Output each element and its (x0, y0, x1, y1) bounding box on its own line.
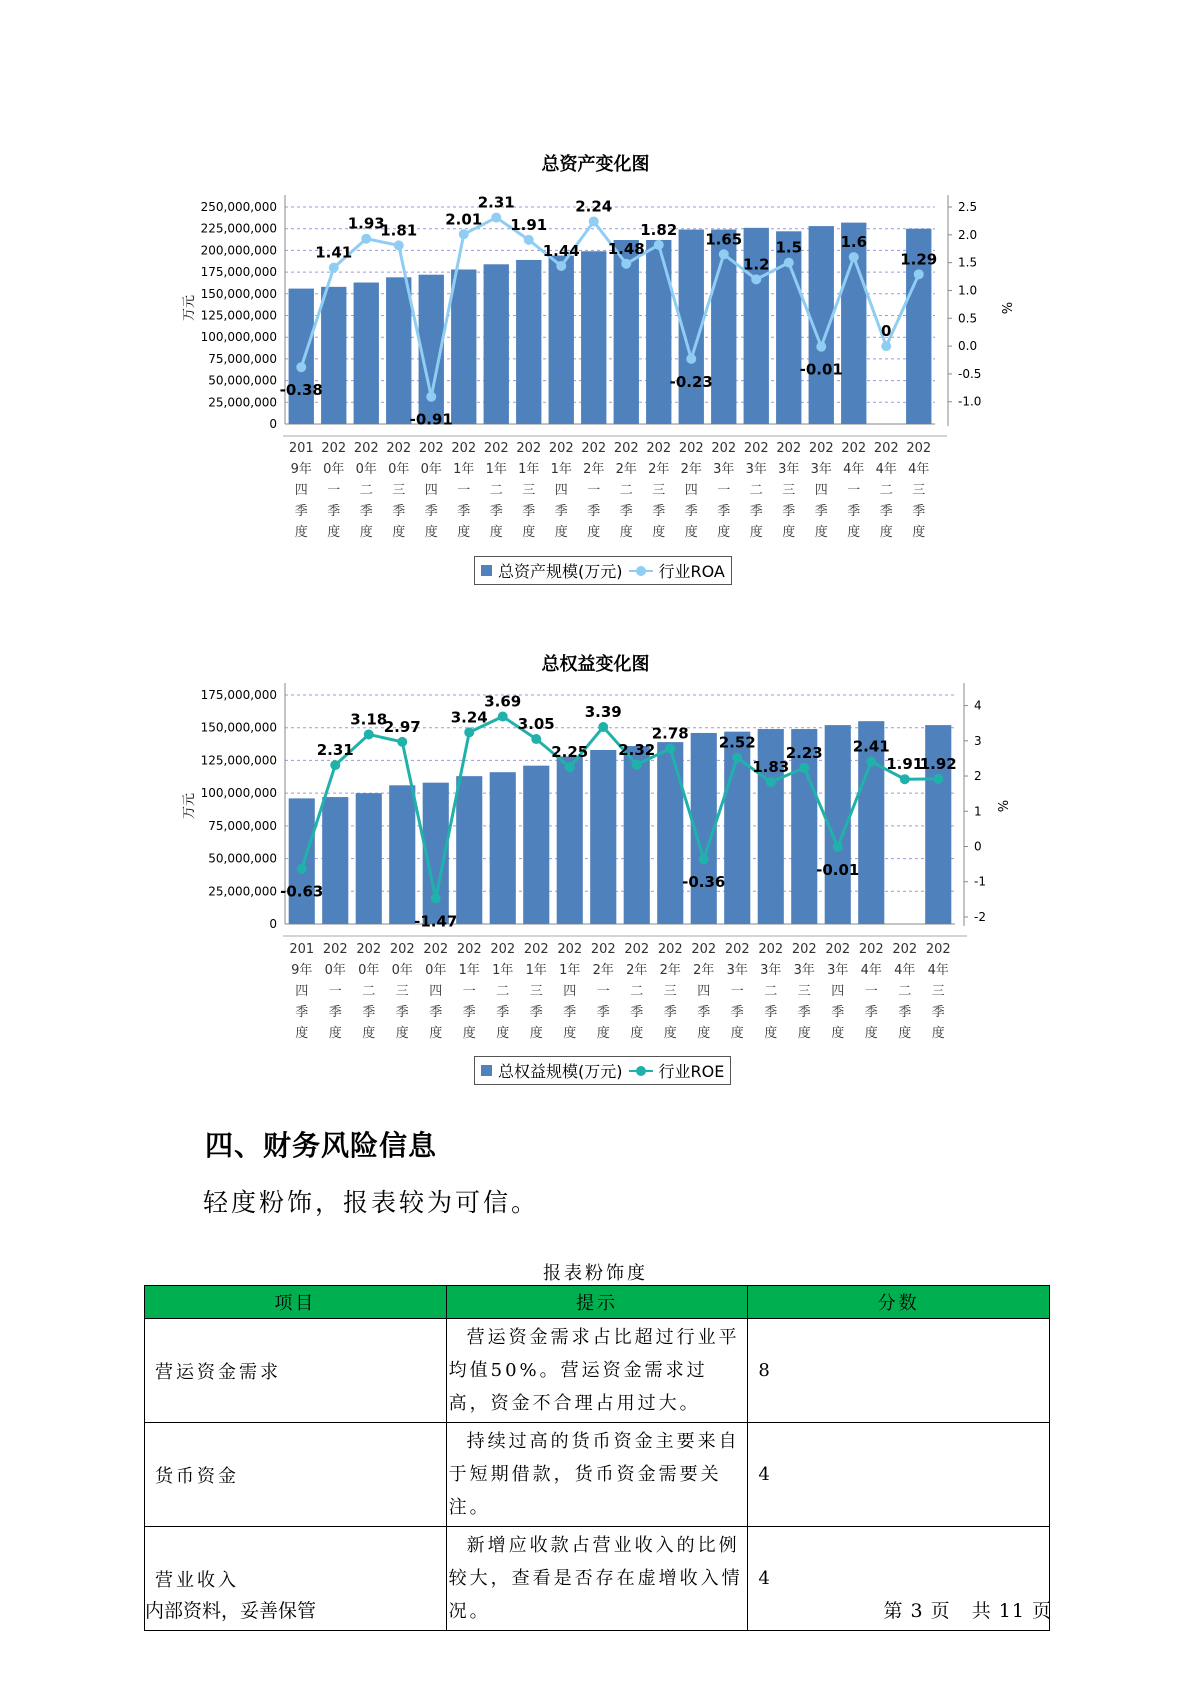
line-point (900, 774, 910, 784)
data-label: 1.41 (315, 243, 353, 262)
data-label: -0.01 (816, 860, 860, 879)
x-tick-label: 202 4年一季度 (841, 441, 867, 540)
x-tick-label: 202 2年二季度 (613, 441, 639, 540)
line-point (632, 760, 642, 770)
x-tick-label: 202 1年一季度 (456, 942, 482, 1041)
x-tick-label: 202 2年四季度 (691, 942, 717, 1041)
data-label: 1.44 (542, 241, 580, 260)
x-tick-label: 202 3年四季度 (808, 441, 834, 540)
legend-line-label: 行业ROA (658, 562, 725, 581)
x-tick-label: 202 2年四季度 (678, 441, 704, 540)
x-tick-label: 202 3年三季度 (791, 942, 817, 1041)
row-item: 营业收入 (145, 1527, 447, 1631)
x-tick-label: 202 3年一季度 (711, 441, 737, 540)
line-point (833, 842, 843, 852)
line-point (330, 760, 340, 770)
y-tick-label: 175,000,000 (200, 265, 277, 280)
y2-tick-label: 0 (974, 839, 982, 854)
y2-tick-label: -1 (974, 874, 986, 889)
x-tick-label: 201 9年四季度 (288, 441, 314, 540)
y-tick-label: 125,000,000 (200, 308, 277, 323)
data-label: 2.31 (316, 741, 354, 760)
bar (289, 798, 315, 924)
data-label: -0.01 (799, 360, 843, 379)
data-label: 3.24 (450, 708, 488, 727)
x-tick-label: 202 0年二季度 (353, 441, 379, 540)
line-point (297, 864, 307, 874)
data-label: 3.05 (517, 715, 555, 734)
data-label: 2.31 (477, 193, 515, 212)
data-label: -0.36 (682, 873, 726, 892)
x-tick-label: 202 3年一季度 (724, 942, 750, 1041)
y-axis-label: 万元 (182, 294, 197, 322)
y2-tick-label: 2.0 (958, 227, 978, 242)
y-tick-label: 75,000,000 (208, 351, 277, 366)
x-tick-label: 202 4年一季度 (858, 942, 884, 1041)
line-point (699, 854, 709, 864)
x-tick-label: 202 3年二季度 (758, 942, 784, 1041)
chart-title: 总权益变化图 (541, 654, 650, 675)
legend-bar-label: 总权益规模(万元) (498, 1062, 623, 1081)
header-score: 分数 (748, 1286, 1050, 1319)
data-label: 1.93 (347, 214, 385, 233)
data-label: 1.83 (752, 758, 790, 777)
data-label: 2.23 (785, 743, 823, 762)
x-tick-label: 202 0年三季度 (386, 441, 412, 540)
x-tick-label: 202 2年三季度 (646, 441, 672, 540)
x-tick-label: 202 1年一季度 (451, 441, 477, 540)
data-label: 2.97 (383, 717, 421, 736)
x-tick-label: 202 2年一季度 (581, 441, 607, 540)
bar (557, 757, 583, 924)
table-row (145, 1423, 1050, 1527)
bar (322, 797, 348, 924)
x-tick-label: 202 1年四季度 (557, 942, 583, 1041)
y2-tick-label: -1.0 (958, 394, 982, 409)
y2-axis-label: % (998, 301, 1013, 315)
bar (490, 772, 516, 924)
line-point (665, 744, 675, 754)
x-tick-label: 202 3年四季度 (825, 942, 851, 1041)
x-tick-label: 202 3年三季度 (776, 441, 802, 540)
y-tick-label: 75,000,000 (208, 818, 277, 833)
y-tick-label: 150,000,000 (200, 286, 277, 301)
y-tick-label: 200,000,000 (200, 243, 277, 258)
x-tick-label: 202 2年二季度 (624, 942, 650, 1041)
data-label: -0.23 (669, 372, 713, 391)
data-label: 1.91 (510, 215, 548, 234)
line-point (732, 753, 742, 763)
y-axis-label: 万元 (182, 792, 197, 820)
bar (389, 785, 415, 924)
data-label: 2.32 (618, 740, 656, 759)
y-tick-label: 175,000,000 (200, 688, 277, 702)
x-tick-label: 202 2年三季度 (657, 942, 683, 1041)
line-point (565, 762, 575, 772)
y-tick-label: 0 (269, 417, 277, 431)
row-hint: 营运资金需求占比超过行业平均值50%。营运资金需求过高，资金不合理占用过大。 (446, 1319, 748, 1423)
line-point (364, 729, 374, 739)
legend-line-label: 行业ROE (658, 1062, 725, 1081)
bar (590, 750, 616, 924)
x-tick-label: 202 3年二季度 (743, 441, 769, 540)
y-tick-label: 0 (269, 917, 277, 931)
y2-tick-label: 4 (974, 698, 982, 713)
header-item: 项目 (145, 1286, 447, 1319)
y-tick-label: 250,000,000 (200, 200, 277, 214)
chart-title: 总资产变化图 (541, 154, 650, 175)
y2-tick-label: -0.5 (958, 366, 982, 381)
x-tick-label: 202 1年二季度 (490, 942, 516, 1041)
data-label: 1.65 (705, 230, 743, 249)
line-point (766, 777, 776, 787)
header-hint: 提示 (446, 1286, 748, 1319)
bar-legend-swatch (481, 1065, 492, 1076)
line-point (397, 737, 407, 747)
x-tick-label: 202 1年三季度 (516, 441, 542, 540)
y2-tick-label: 1.0 (958, 283, 978, 298)
bar (356, 793, 382, 924)
data-label: -0.38 (279, 381, 323, 400)
data-label: 1.2 (742, 255, 770, 274)
row-score: 8 (748, 1319, 1050, 1423)
y-tick-label: 50,000,000 (208, 851, 277, 866)
row-hint: 持续过高的货币资金主要来自于短期借款，货币资金需要关注。 (446, 1423, 748, 1527)
y2-tick-label: 3 (974, 733, 982, 748)
x-tick-label: 202 0年一季度 (321, 441, 347, 540)
y2-tick-label: 2 (974, 769, 982, 784)
y-tick-label: 25,000,000 (208, 884, 277, 899)
x-tick-label: 202 0年四季度 (418, 441, 444, 540)
x-tick-label: 202 2年一季度 (590, 942, 616, 1041)
y2-tick-label: 0.0 (958, 339, 978, 354)
footer-confidential: 内部资料，妥善保管 (145, 1600, 317, 1622)
y2-tick-label: 0.5 (958, 311, 978, 326)
table-row (145, 1319, 1050, 1423)
legend-bar-label: 总资产规模(万元) (498, 562, 623, 581)
x-tick-label: 202 0年三季度 (389, 942, 415, 1041)
bar (523, 766, 549, 924)
y-tick-label: 125,000,000 (200, 753, 277, 768)
data-label: 2.25 (551, 743, 589, 762)
data-label: 1.48 (607, 239, 645, 258)
chart-legend (474, 1056, 731, 1085)
risk-table (144, 1285, 1050, 1631)
row-score: 4 (748, 1423, 1050, 1527)
x-tick-label: 202 0年四季度 (423, 942, 449, 1041)
x-tick-label: 202 1年四季度 (548, 441, 574, 540)
data-label: 1.92 (919, 754, 957, 773)
row-item: 营运资金需求 (145, 1319, 447, 1423)
y-tick-label: 100,000,000 (200, 330, 277, 345)
row-item: 货币资金 (145, 1423, 447, 1527)
line-point (498, 711, 508, 721)
data-label: 1.5 (775, 238, 803, 257)
data-label: 1.81 (380, 221, 418, 240)
bar (657, 742, 683, 924)
data-label: 3.18 (350, 710, 388, 729)
y2-tick-label: -2 (974, 909, 986, 924)
y2-tick-label: 1 (974, 804, 982, 819)
x-tick-label: 202 4年二季度 (892, 942, 918, 1041)
section-heading: 四、财务风险信息 (205, 1129, 438, 1162)
data-label: 1.6 (840, 233, 868, 252)
data-label: 1.29 (900, 250, 938, 269)
row-score: 4 (748, 1527, 1050, 1631)
y-tick-label: 25,000,000 (208, 395, 277, 410)
data-label: 3.39 (584, 703, 622, 722)
line-point (933, 774, 943, 784)
section-summary: 轻度粉饰，报表较为可信。 (203, 1188, 540, 1217)
y-tick-label: 150,000,000 (200, 720, 277, 735)
x-tick-label: 202 0年一季度 (322, 942, 348, 1041)
data-label: -0.63 (280, 882, 324, 901)
y-tick-label: 225,000,000 (200, 221, 277, 236)
table-caption: 报表粉饰度 (543, 1263, 648, 1284)
y-tick-label: 50,000,000 (208, 373, 277, 388)
y2-axis-label: % (994, 799, 1009, 813)
data-label: 0 (881, 322, 892, 341)
footer-page-number: 第 3 页 共 11 页 (883, 1600, 1052, 1622)
data-label: 3.69 (484, 692, 522, 711)
line-point (866, 757, 876, 767)
data-label: 2.52 (718, 733, 756, 752)
x-tick-label: 202 4年二季度 (873, 441, 899, 540)
data-label: 2.41 (852, 737, 890, 756)
y2-tick-label: 2.5 (958, 200, 978, 214)
data-label: 1.91 (886, 755, 924, 774)
x-tick-label: 202 0年二季度 (356, 942, 382, 1041)
x-tick-label: 201 9年四季度 (289, 942, 315, 1041)
data-label: 2.01 (445, 210, 483, 229)
line-legend-swatch (629, 1065, 653, 1077)
x-tick-label: 202 1年二季度 (483, 441, 509, 540)
data-label: 2.78 (651, 724, 689, 743)
line-point (799, 763, 809, 773)
data-label: 1.82 (640, 220, 678, 239)
bar (624, 746, 650, 924)
line-point (431, 893, 441, 903)
line-point (531, 734, 541, 744)
line-point (598, 722, 608, 732)
x-tick-label: 202 4年三季度 (906, 441, 932, 540)
line-point (464, 727, 474, 737)
table-header-row (145, 1286, 1050, 1319)
row-hint: 新增应收款占营业收入的比例较大，查看是否存在虚增收入情况。 (446, 1527, 748, 1631)
x-tick-label: 202 1年三季度 (523, 942, 549, 1041)
y2-tick-label: 1.5 (958, 255, 978, 270)
data-label: -1.47 (414, 912, 458, 931)
y-tick-label: 100,000,000 (200, 786, 277, 801)
data-label: -0.91 (409, 410, 453, 429)
x-tick-label: 202 4年三季度 (925, 942, 951, 1041)
bar (456, 776, 482, 924)
data-label: 2.24 (575, 197, 613, 216)
